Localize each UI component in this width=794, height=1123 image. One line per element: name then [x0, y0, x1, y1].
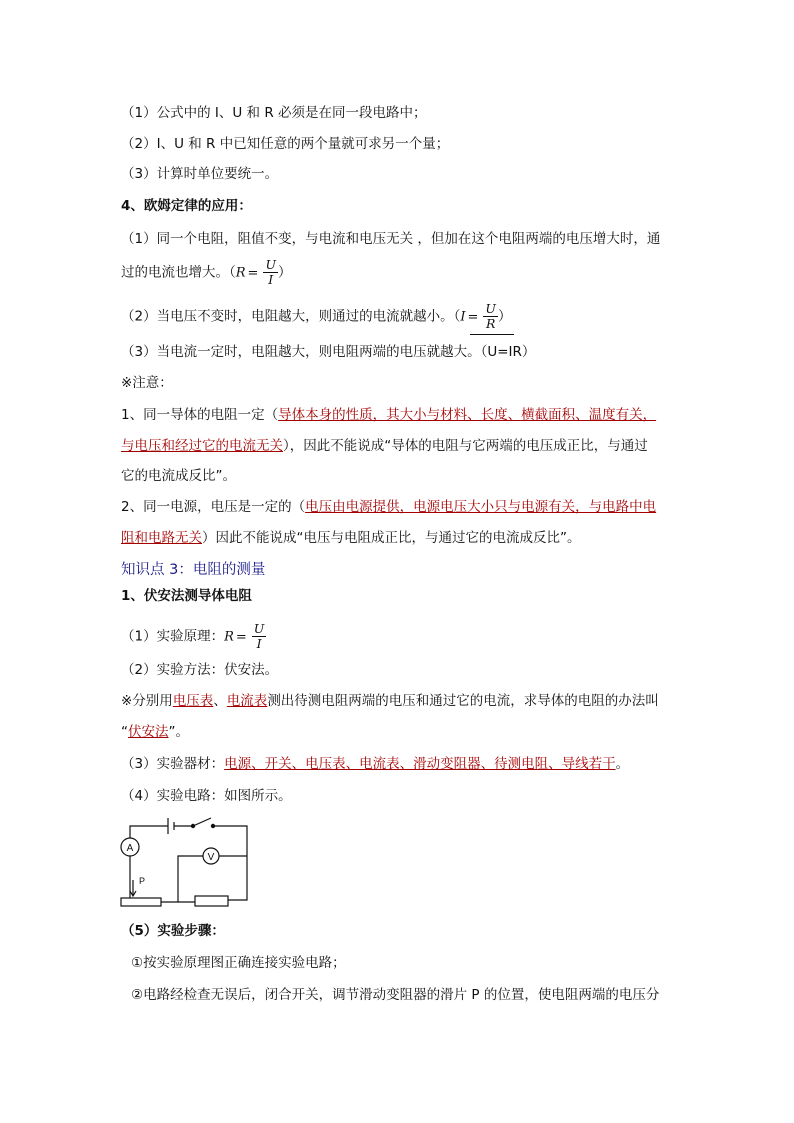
- application-3: （3）当电流一定时，电阻越大，则电阻两端的电压就越大。（U=IR）: [121, 344, 536, 360]
- ammeter-label: A: [126, 843, 134, 854]
- circuit-caption: （4）实验电路：如图所示。: [121, 788, 292, 804]
- voltammetry-definition-line1: ※分别用电压表、电流表测出待测电阻两端的电压和通过它的电流，求导体的电阻的办法叫: [121, 693, 659, 709]
- subsection-voltammetry: 1、伏安法测导体电阻: [121, 588, 252, 604]
- method: （2）实验方法：伏安法。: [121, 662, 279, 678]
- voltmeter-label: V: [207, 852, 215, 863]
- rheostat-icon: [121, 898, 161, 906]
- formula-r-fraction: $\frac{U}{I}$: [265, 257, 276, 287]
- note-1-line2: 与电压和经过它的电流无关），因此不能说成“导体的电阻与它两端的电压成正比，与通过: [121, 438, 648, 454]
- principle-fraction: $\frac{U}{I}$: [253, 621, 265, 651]
- steps-title: （5）实验步骤：: [121, 923, 225, 939]
- principle: （1）实验原理：R = $\frac{U}{I}$: [121, 621, 265, 651]
- note-2-line2: 阻和电路无关）因此不能说成“电压与电阻成正比，与通过它的电流成反比”。: [121, 530, 581, 546]
- application-1-line2: 过的电流也增大。（R = $\frac{U}{I}$ ）: [121, 257, 292, 287]
- formula-i-fraction: $\frac{U}{R}$: [485, 301, 496, 331]
- equipment: （3）实验器材：电源、开关、电压表、电流表、滑动变阻器、待测电阻、导线若干。: [121, 756, 630, 772]
- circuit-diagram: [115, 812, 255, 912]
- application-1-line1: （1）同一个电阻，阻值不变，与电流和电压无关 ，但加在这个电阻两端的电压增大时，通: [121, 231, 661, 247]
- note-1-line3: 它的电流成反比”。: [121, 468, 236, 484]
- note-2-line1: 2、同一电源，电压是一定的（电压由电源提供，电源电压大小只与电源有关，与电路中电: [121, 499, 657, 515]
- switch-icon: [193, 818, 211, 826]
- section-title: 知识点 3：电阻的测量: [121, 562, 266, 578]
- step-2: ②电路经检查无误后，闭合开关，调节滑动变阻器的滑片 P 的位置，使电阻两端的电压分: [131, 987, 660, 1003]
- slider-label: P: [139, 876, 146, 886]
- heading-ohm-application: 4、欧姆定律的应用：: [121, 198, 252, 214]
- formula-underline: [470, 334, 514, 335]
- application-2: （2）当电压不变时，电阻越大，则通过的电流就越小。（I = $\frac{U}{R}$ ）: [121, 301, 512, 331]
- step-1: ①按实验原理图正确连接实验电路；: [131, 955, 346, 971]
- note-title: ※注意：: [121, 375, 173, 391]
- resistor-icon: [195, 896, 228, 906]
- rule-1: （1）公式中的 I、U 和 R 必须是在同一段电路中；: [121, 105, 427, 121]
- rule-2: （2）I、U 和 R 中已知任意的两个量就可求另一个量；: [121, 136, 450, 152]
- rule-3: （3）计算时单位要统一。: [121, 166, 279, 182]
- note-1-line1: 1、同一导体的电阻一定（导体本身的性质，其大小与材料、长度、横截面积、温度有关，: [121, 407, 657, 423]
- voltammetry-definition-line2: “伏安法”。: [121, 724, 189, 740]
